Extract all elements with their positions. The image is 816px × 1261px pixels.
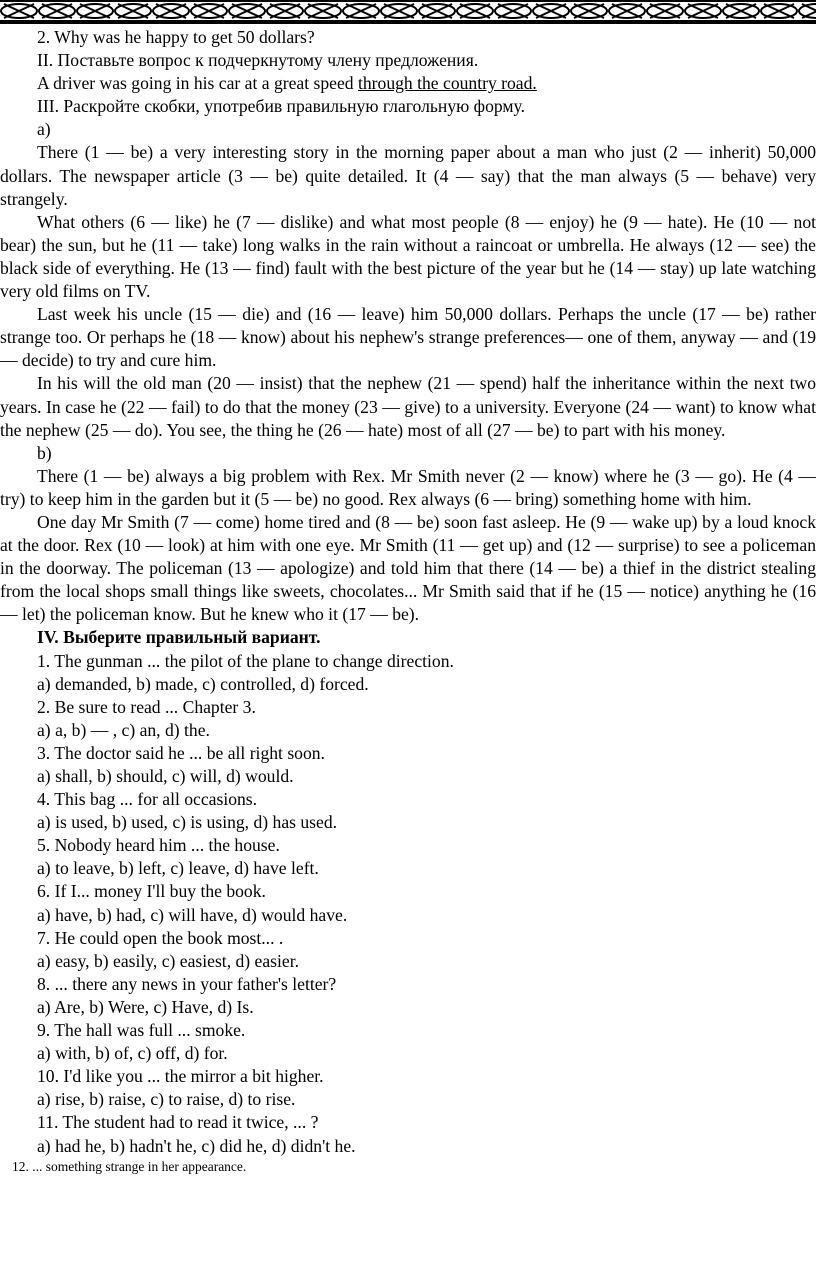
mc-question: 2. Be sure to read ... Chapter 3. (37, 696, 256, 717)
mc-question: 11. The student had to read it twice, ... ? (37, 1112, 319, 1133)
multiple-choice-list (0, 650, 816, 1158)
mc-question: 7. He could open the book most... . (37, 927, 284, 948)
part-a-paragraph-3: Last week his uncle (15 — die) and (16 — leave) him 50,000 dollars. Perhaps the uncle (17 — be) rather strange too. Or perhaps he (18 — know) about his nephew's strange preferences— one of them, anyway — and (19 — decide) to try and cure him. (0, 304, 816, 371)
mc-options: a) a, b) — , c) an, d) the. (37, 719, 210, 740)
mc-options: a) Are, b) Were, c) Have, d) Is. (37, 996, 254, 1017)
section-2-sentence (0, 72, 816, 95)
mc-question-12: 12. ... something strange in her appearance. (12, 1158, 247, 1174)
mc-question: 9. The hall was full ... smoke. (37, 1020, 246, 1041)
section-2-heading: II. Поставьте вопрос к подчеркнутому члену предложения. (37, 50, 479, 71)
part-a-paragraph-4: In his will the old man (20 — insist) that the nephew (21 — spend) half the inheritance within the next two years. In case he (22 — fail) to do that the money (23 — give) to a university. Everyone (24 — want) to know what the nephew (25 — do). You see, the thing he (26 — hate) most of all (27 — be) to part with his money. (0, 373, 816, 440)
part-a-label: а) (37, 119, 51, 140)
mc-question: 8. ... there any news in your father's letter? (37, 973, 337, 994)
mc-question: 5. Nobody heard him ... the house. (37, 835, 280, 856)
document-page (0, 26, 816, 1176)
mc-options: a) is used, b) used, c) is using, d) has used. (37, 812, 338, 833)
section-3-heading: III. Раскройте скобки, употребив правильную глагольную форму. (37, 96, 525, 117)
part-b-paragraph-1: There (1 — be) always a big problem with Rex. Mr Smith never (2 — know) where he (3 — go). He (4 — try) to keep him in the garden but it (5 — be) no good. Rex always (6 — bring) something home with him. (0, 465, 816, 509)
mc-question: 3. The doctor said he ... be all right soon. (37, 742, 325, 763)
mc-options: a) demanded, b) made, c) controlled, d) forced. (37, 673, 369, 694)
part-a-paragraph-1: There (1 — be) a very interesting story in the morning paper about a man who just (2 — inherit) 50,000 dollars. The newspaper article (3 — be) quite detailed. It (4 — say) that the man always (5 — behave) very strangely. (0, 142, 816, 209)
underlined-phrase: through the country road. (357, 73, 537, 94)
part-b-label: b) (37, 442, 52, 463)
mc-options: a) easy, b) easily, c) easiest, d) easier. (37, 950, 299, 971)
mc-question: 1. The gunman ... the pilot of the plane to change direction. (37, 650, 454, 671)
mc-options: a) have, b) had, c) will have, d) would have. (37, 904, 348, 925)
mc-options: a) had he, b) hadn't he, c) did he, d) didn't he. (37, 1135, 356, 1156)
mc-options: a) to leave, b) left, c) leave, d) have left. (37, 858, 319, 879)
decorative-chain-border-icon (0, 0, 816, 24)
mc-options: a) with, b) of, c) off, d) for. (37, 1043, 228, 1064)
mc-question: 4. This bag ... for all occasions. (37, 789, 258, 810)
question-2: 2. Why was he happy to get 50 dollars? (37, 27, 315, 47)
mc-options: a) shall, b) should, c) will, d) would. (37, 766, 294, 786)
mc-question: 10. I'd like you ... the mirror a bit higher. (37, 1066, 324, 1087)
mc-question: 6. If I... money I'll buy the book. (37, 881, 266, 902)
section-4-heading: IV. Выберите правильный вариант. (37, 627, 321, 648)
part-b-paragraph-2: One day Mr Smith (7 — come) home tired and (8 — be) soon fast asleep. He (9 — wake up) by a loud knock at the door. Rex (10 — look) at him with one eye. Mr Smith (11 — get up) and (12 — surprise) to see a policeman in the doorway. The policeman (13 — apologize) and told him that there (14 — be) a thief in the district stealing from the local shops small things like sweets, chocolates... Mr Smith said that if he (15 — notice) anything he (16 — let) the policeman know. But he knew who it (17 — be). (0, 511, 816, 625)
mc-options: a) rise, b) raise, c) to raise, d) to rise. (37, 1089, 296, 1110)
part-a-paragraph-2: What others (6 — like) he (7 — dislike) and what most people (8 — enjoy) he (9 — hate). He (10 — not bear) the sun, but he (11 — take) long walks in the rain without a raincoat or umbrella. He always (12 — see) the black side of everything. He (13 — find) fault with the best picture of the year but he (14 — stay) up late watching very old films on TV. (0, 211, 816, 302)
sentence-text: A driver was going in his car at a great speed (37, 73, 358, 94)
